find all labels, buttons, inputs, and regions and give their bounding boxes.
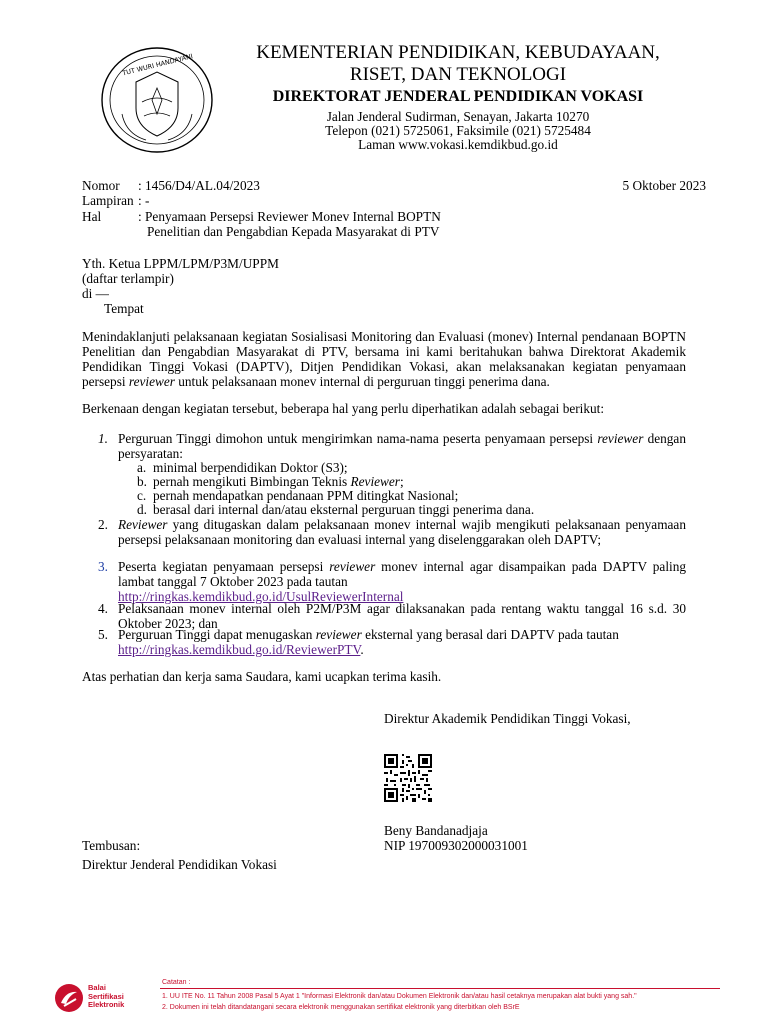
ministry-name <box>228 42 688 86</box>
list-item-4: Pelaksanaan monev internal oleh P2M/P3M agar dilaksanakan pada rentang waktu tanggal 16 s.d. 30 Oktober 2023; dan <box>118 601 686 631</box>
signatory-title: Direktur Akademik Pendidikan Tinggi Vokasi, <box>384 711 631 726</box>
nomor-label: Nomor <box>82 178 120 193</box>
list-5-italic: reviewer <box>315 627 362 642</box>
signatory-name: Beny Bandanadjaja <box>384 823 488 838</box>
footer-note-2: 2. Dokumen ini telah ditandatangani secara elektronik menggunakan sertifikat elektronik yang diterbitkan oleh BSrE <box>162 1004 520 1011</box>
recipient-block <box>82 256 279 316</box>
list-1-italic: reviewer <box>597 431 644 446</box>
letterhead-contact <box>228 110 688 152</box>
footer-divider <box>160 988 720 989</box>
sublist-letter-a: a. <box>137 460 147 475</box>
qr-code <box>384 754 432 802</box>
ministry-line-1: KEMENTERIAN PENDIDIKAN, KEBUDAYAAN, <box>256 42 660 63</box>
sublist-letter-b: b. <box>137 474 147 489</box>
list-number-1: 1. <box>98 431 108 446</box>
hal-value-line-1: : Penyamaan Persepsi Reviewer Monev Internal BOPTN <box>138 209 441 224</box>
list-number-2: 2. <box>98 517 108 532</box>
usul-reviewer-link[interactable]: http://ringkas.kemdikbud.go.id/UsulReviewerInternal <box>118 589 404 604</box>
bsre-name <box>88 984 124 1010</box>
hal-value-line-2: Penelitian dan Pengabdian Kepada Masyarakat di PTV <box>147 224 440 239</box>
bsre-line-3: Elektronik <box>88 1000 125 1009</box>
bsre-logo-icon <box>54 983 84 1013</box>
opening-text-2: untuk pelaksanaan monev internal di perguruan tinggi penerima dana. <box>174 374 550 389</box>
reviewer-ptv-link[interactable]: http://ringkas.kemdikbud.go.id/ReviewerPTV <box>118 642 361 657</box>
bsre-line-1: Balai <box>88 983 106 992</box>
list-item-3 <box>118 559 686 604</box>
website: Laman www.vokasi.kemdikbud.go.id <box>358 137 558 152</box>
list-item-1 <box>118 431 686 461</box>
list-3-italic: reviewer <box>329 559 376 574</box>
sublist-item-a: minimal berpendidikan Doktor (S3); <box>153 460 348 475</box>
sublist-item-d: berasal dari internal dan/atau eksternal perguruan tinggi penerima dana. <box>153 502 535 517</box>
opening-italic: reviewer <box>128 374 175 389</box>
phone-fax: Telepon (021) 5725061, Faksimile (021) 5725484 <box>325 123 591 138</box>
footer-note-1: 1. UU ITE No. 11 Tahun 2008 Pasal 5 Ayat 1 "Informasi Elektronik dan/atau Dokumen Elektronik dan/atau hasil cetaknya merupakan alat bukti yang sah." <box>162 993 637 1000</box>
recipient-line-3: di — <box>82 286 109 301</box>
list-number-3: 3. <box>98 559 108 574</box>
tut-wuri-handayani-logo <box>96 44 218 156</box>
intro-list-paragraph: Berkenaan dengan kegiatan tersebut, beberapa hal yang perlu diperhatikan adalah sebagai berikut: <box>82 401 605 416</box>
sublist-b-text: pernah mengikuti Bimbingan Teknis <box>153 474 351 489</box>
opening-text-1: Menindaklanjuti pelaksanaan kegiatan Sosialisasi Monitoring dan Evaluasi (monev) Internal pendanaan BOPTN Penelitian dan Pengabdian Masyarakat di PTV, bersama ini kami beritahukan bahwa Direktorat Akademik Pendidikan Tinggi Vokasi (DAPTV), Ditjen Pendidikan Vokasi, akan melaksanakan kegiatan penyamaan persepsi <box>82 329 686 389</box>
letter-date: 5 Oktober 2023 <box>622 178 706 193</box>
lampiran-value: : - <box>138 193 150 208</box>
opening-paragraph <box>82 329 686 389</box>
nomor-value: : 1456/D4/AL.04/2023 <box>138 178 260 193</box>
signatory-nip: NIP 197009302000031001 <box>384 838 528 853</box>
list-number-4: 4. <box>98 601 108 616</box>
address: Jalan Jenderal Sudirman, Senayan, Jakarta 10270 <box>326 109 590 124</box>
hal-label: Hal <box>82 209 102 224</box>
list-3-text: Peserta kegiatan penyamaan persepsi <box>118 559 330 574</box>
list-item-2 <box>118 517 686 547</box>
recipient-line-4: Tempat <box>104 301 144 316</box>
lampiran-label: Lampiran <box>82 193 134 208</box>
ministry-line-2: RISET, DAN TEKNOLOGI <box>349 64 567 85</box>
sublist-b-italic: Reviewer <box>350 474 400 489</box>
directorate-name: DIREKTORAT JENDERAL PENDIDIKAN VOKASI <box>272 88 644 105</box>
sublist-item-b <box>153 474 404 489</box>
logo-motto: TUT WURI HANDAYANI <box>121 52 194 78</box>
list-5-text-2: eksternal yang berasal dari DAPTV pada tautan <box>361 627 619 642</box>
sublist-item-c: pernah mendapatkan pendanaan PPM ditingkat Nasional; <box>153 488 459 503</box>
recipient-line-1: Yth. Ketua LPPM/LPM/P3M/UPPM <box>82 256 279 271</box>
sublist-letter-d: d. <box>137 502 147 517</box>
list-number-5: 5. <box>98 627 108 642</box>
list-3-text-2: monev internal agar disampaikan pada DAPTV paling lambat tanggal 7 Oktober 2023 pada tautan <box>118 559 686 589</box>
sublist-letter-c: c. <box>137 488 147 503</box>
list-1-text-2: dengan persyaratan: <box>118 431 686 461</box>
list-5-period: . <box>360 642 364 657</box>
list-2-italic: Reviewer <box>118 517 168 532</box>
cc-label: Tembusan: <box>82 838 141 853</box>
list-2-text: yang ditugaskan dalam pelaksanaan monev internal wajib mengikuti pelaksanaan penyamaan persepsi pelaksanaan monitoring dan evaluasi internal yang diselenggarakan oleh DAPTV; <box>118 517 686 547</box>
closing-paragraph: Atas perhatian dan kerja sama Saudara, kami ucapkan terima kasih. <box>82 669 442 684</box>
list-1-text: Perguruan Tinggi dimohon untuk mengirimkan nama-nama peserta penyamaan persepsi <box>118 431 598 446</box>
sublist-b-after: ; <box>399 474 404 489</box>
list-item-5 <box>118 627 686 657</box>
cc-item: Direktur Jenderal Pendidikan Vokasi <box>82 857 277 872</box>
bsre-line-2: Sertifikasi <box>88 991 124 1001</box>
list-5-text: Perguruan Tinggi dapat menugaskan <box>118 627 316 642</box>
footer-catatan: Catatan : <box>162 979 191 986</box>
recipient-line-2: (daftar terlampir) <box>82 271 174 286</box>
